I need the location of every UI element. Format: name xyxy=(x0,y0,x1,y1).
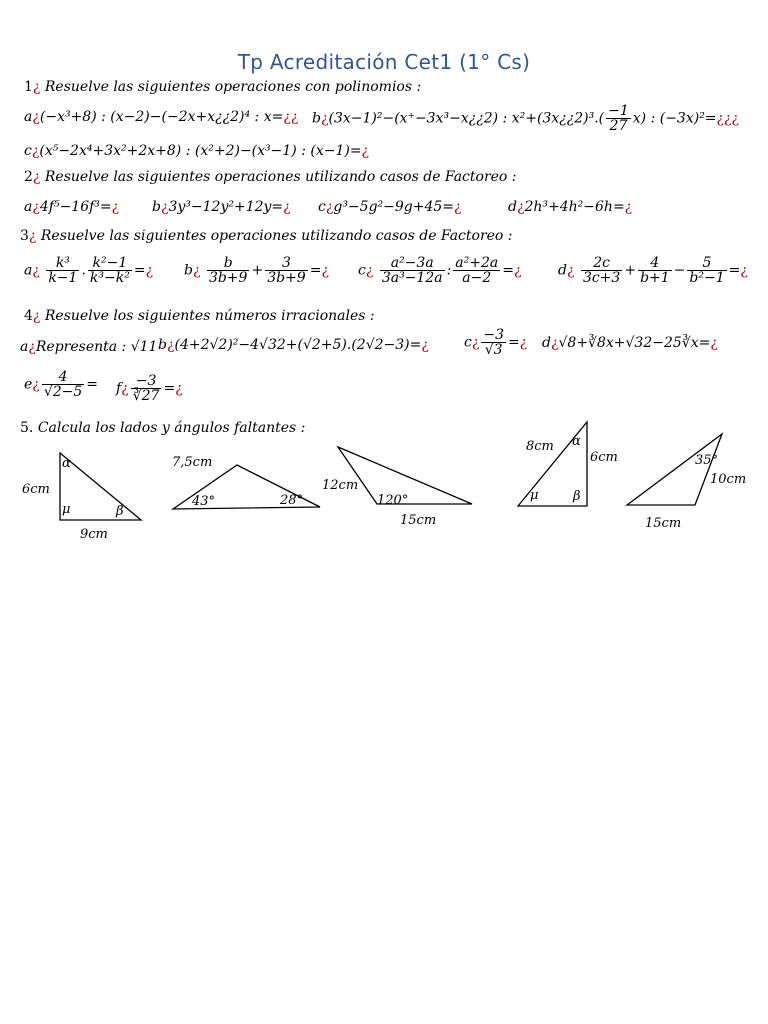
operator: + xyxy=(251,262,264,279)
t4-side1-label: 8cm xyxy=(526,439,554,454)
expression: √8+∛8x+√32−25∛x= xyxy=(558,335,711,351)
section-number: 5. xyxy=(20,420,34,436)
denominator: 3a³−12a xyxy=(381,270,443,286)
section-title: Resuelve los siguientes números irracionales : xyxy=(44,308,375,324)
t1-alpha-label: α xyxy=(62,456,71,471)
t4-beta-label: β xyxy=(573,489,581,504)
t3-angle-label: 120° xyxy=(377,493,409,508)
denominator: √3 xyxy=(484,342,503,358)
triangle-5 xyxy=(627,434,722,505)
denominator: 3b+9 xyxy=(208,270,248,286)
numerator: k²−1 xyxy=(88,256,132,271)
section-number: 1 xyxy=(24,79,33,95)
section-number: 3 xyxy=(20,228,29,244)
page-title: Tp Acreditación Cet1 (1° Cs) xyxy=(237,50,531,74)
missing-char: ¿ xyxy=(32,79,41,95)
numerator: −3 xyxy=(483,327,504,343)
missing-char: ¿ xyxy=(320,110,329,127)
missing-char: ¿ xyxy=(28,228,37,244)
numerator: 4 xyxy=(638,256,672,271)
result-placeholder: ¿ xyxy=(145,262,154,279)
exercise-4f: f¿ $\frac{-3}{∛27}$ =¿ xyxy=(116,373,183,404)
missing-char: ¿ xyxy=(32,262,40,279)
exercise-4e: e¿ $\frac{4}{√2-5}$ = xyxy=(24,369,99,400)
section-number: 2 xyxy=(24,169,33,185)
item-label: b xyxy=(184,262,193,279)
item-label: c xyxy=(464,334,472,351)
item-label: b xyxy=(152,199,161,215)
numerator: a²−3a xyxy=(380,256,445,271)
t5-angle-label: 35° xyxy=(695,453,719,468)
missing-char: ¿ xyxy=(166,337,175,353)
item-label: b xyxy=(158,337,167,353)
denominator: k³−k² xyxy=(89,270,130,286)
denominator: 3b+9 xyxy=(267,270,306,286)
section-title: Calcula los lados y ángulos faltantes : xyxy=(37,420,306,436)
exercise-4c: c¿ $\frac{-3}{√3}$ =¿ xyxy=(464,327,528,358)
section-title: Resuelve las siguientes operaciones utilizando casos de Factoreo : xyxy=(40,228,513,244)
numerator: −1 xyxy=(608,103,629,119)
item-label: f xyxy=(116,380,122,397)
result-placeholder: ¿ xyxy=(175,380,183,397)
result-placeholder: ¿ xyxy=(421,337,429,353)
result-placeholder: ¿ xyxy=(361,143,370,159)
t2-side-label: 7,5cm xyxy=(172,455,213,470)
item-label: d xyxy=(508,199,517,215)
result-placeholder: ¿¿¿ xyxy=(716,110,740,127)
t2-angle1-label: 43° xyxy=(192,494,216,509)
t1-beta-label: β xyxy=(116,504,124,519)
triangle-1 xyxy=(60,453,141,520)
section-number: 4 xyxy=(24,308,33,324)
t1-left-side-label: 6cm xyxy=(22,482,50,497)
section-title: Resuelve las siguientes operaciones utilizando casos de Factoreo : xyxy=(44,169,517,185)
missing-char: ¿ xyxy=(32,109,40,125)
t1-mu-label: μ xyxy=(62,502,71,517)
missing-char: ¿ xyxy=(32,376,40,393)
denominator: k−1 xyxy=(48,270,78,286)
t2-angle2-label: 28° xyxy=(280,493,304,508)
item-label: d xyxy=(542,335,551,351)
expression: 2h³+4h²−6h= xyxy=(524,199,625,215)
missing-char: ¿ xyxy=(28,339,36,355)
t4-side2-label: 6cm xyxy=(590,450,618,465)
item-label: c xyxy=(24,143,32,159)
item-label: e xyxy=(24,376,33,393)
operator: − xyxy=(673,262,686,279)
missing-char: ¿ xyxy=(325,199,334,215)
expression: (3x−1)²−(x⁺−3x³−x¿¿2) : x²+(3x¿¿2)³.( xyxy=(328,110,605,127)
missing-char: ¿ xyxy=(471,334,480,351)
missing-char: ¿ xyxy=(160,199,169,215)
missing-char: ¿ xyxy=(31,143,40,159)
numerator: −3 xyxy=(131,374,162,389)
numerator: a²+2a xyxy=(455,255,499,271)
result-placeholder: ¿ xyxy=(513,262,522,279)
numerator: b xyxy=(207,256,250,271)
item-label: a xyxy=(24,262,33,279)
expression: (−x³+8) : (x−2)−(−2x+x¿¿2)⁴ : x= xyxy=(39,109,284,125)
missing-char: ¿ xyxy=(32,308,41,324)
denominator: a−2 xyxy=(462,270,492,286)
missing-char: ¿ xyxy=(121,380,129,397)
result-placeholder: ¿ xyxy=(283,199,291,215)
result-placeholder: ¿ xyxy=(740,262,748,279)
item-label: a xyxy=(20,339,29,355)
result-placeholder: ¿ xyxy=(111,199,120,215)
denominator: 3c+3 xyxy=(582,270,621,286)
expression: x) : (−3x)²= xyxy=(632,110,717,127)
missing-char: ¿ xyxy=(192,262,201,279)
denominator: √2−5 xyxy=(43,384,83,400)
section-title: Resuelve las siguientes operaciones con polinomios : xyxy=(44,79,422,95)
denominator: b+1 xyxy=(640,270,670,286)
numerator: 4 xyxy=(42,370,84,385)
item-label: a xyxy=(24,109,33,125)
result-placeholder: ¿ xyxy=(321,262,329,279)
exercise-3a: a¿ $\frac{\text{k³}}{k-1}$ . $\frac{\text{k²−1}}{\text{k³−k²}}$ =¿ xyxy=(24,255,154,286)
missing-char: ¿ xyxy=(32,169,41,185)
missing-char: ¿ xyxy=(550,335,559,351)
t3-base-label: 15cm xyxy=(400,513,437,528)
exercise-3d: d¿ $\frac{2c}{3c+3}$ + $\frac{4}{b+1}$ − $\frac{5}{\text{b²−1}}$ =¿ xyxy=(558,255,748,286)
result-placeholder: ¿ xyxy=(519,334,528,351)
numerator: 5 xyxy=(687,256,726,271)
t4-alpha-label: α xyxy=(572,434,581,449)
expression: (x⁵−2x⁴+3x²+2x+8) : (x²+2)−(x³−1) : (x−1)= xyxy=(39,143,362,159)
t3-side-label: 12cm xyxy=(322,478,359,493)
operator: . xyxy=(81,262,86,279)
t5-base-label: 15cm xyxy=(645,516,682,531)
expression: (4+2√2)²−4√32+(√2+5).(2√2−3)= xyxy=(174,337,422,353)
item-label: c xyxy=(358,262,366,279)
result-placeholder: ¿ xyxy=(710,335,718,351)
t5-side-label: 10cm xyxy=(710,472,747,487)
result-placeholder: ¿ xyxy=(624,199,633,215)
expression: 3y³−12y²+12y= xyxy=(168,199,284,215)
expression: Representa : √11 xyxy=(35,339,158,355)
item-label: c xyxy=(318,199,326,215)
result-placeholder: ¿¿ xyxy=(283,109,299,125)
item-label: b xyxy=(312,110,321,127)
denominator: 27 xyxy=(609,118,628,134)
result-placeholder: ¿ xyxy=(454,199,462,215)
missing-char: ¿ xyxy=(516,199,525,215)
expression: g³−5g²−9g+45= xyxy=(333,199,455,215)
t4-mu-label: μ xyxy=(530,488,539,503)
missing-char: ¿ xyxy=(566,262,575,279)
operator: + xyxy=(624,262,637,279)
operator: : xyxy=(446,262,452,279)
numerator: 3 xyxy=(265,256,308,271)
t1-bottom-side-label: 9cm xyxy=(80,527,108,542)
exercise-3b: b¿ $\frac{b}{3b+9}$ + $\frac{3}{3b+9}$ =¿ xyxy=(184,255,329,286)
missing-char: ¿ xyxy=(365,262,374,279)
item-label: a xyxy=(24,199,33,215)
item-label: d xyxy=(558,262,567,279)
missing-char: ¿ xyxy=(32,199,40,215)
exercise-3c: c¿ $\frac{\text{a²−3a}}{\text{3a³−12a}}$ : $\frac{\text{a²+2a}}{a-2}$ =¿ xyxy=(358,255,522,286)
denominator: ∛27 xyxy=(132,388,160,404)
numerator: k³ xyxy=(46,256,79,271)
denominator: b²−1 xyxy=(689,270,725,286)
expression: 4f⁵−16f³= xyxy=(39,199,112,215)
numerator: 2c xyxy=(581,256,622,271)
